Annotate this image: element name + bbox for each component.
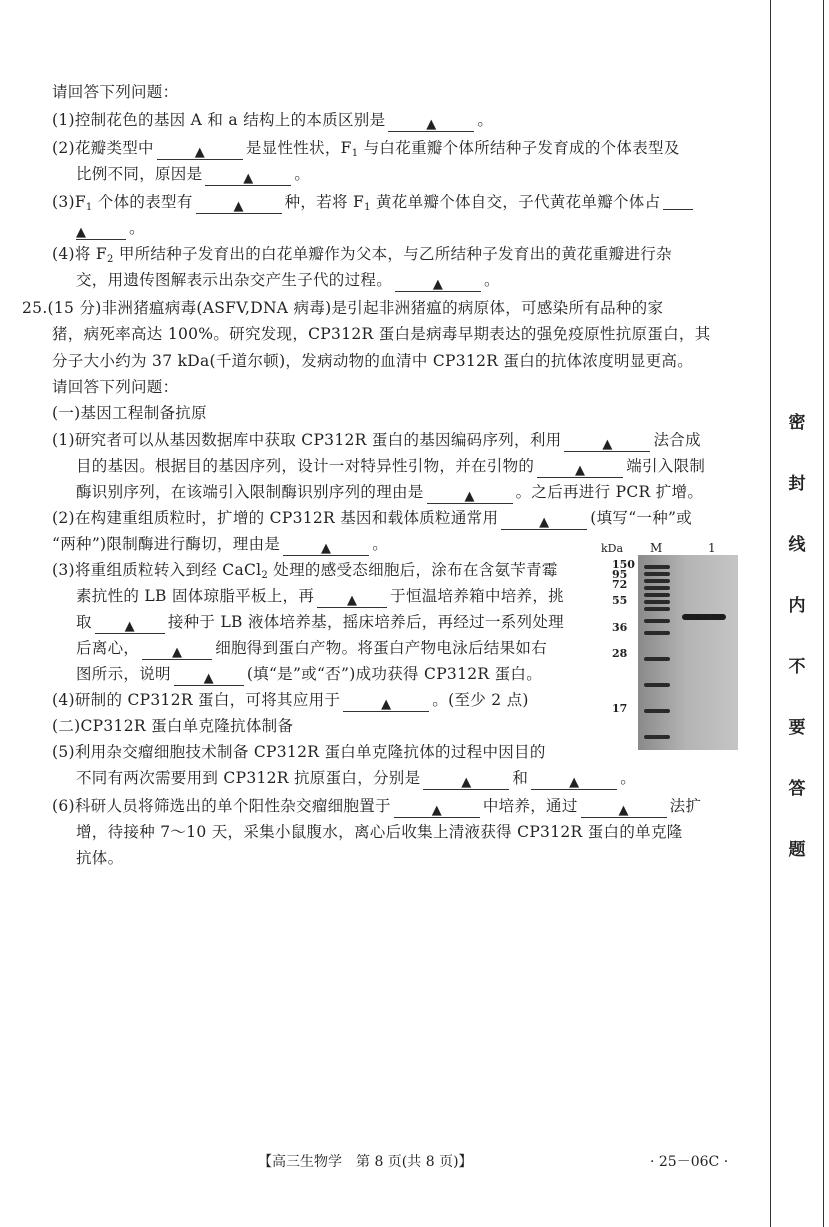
triangle-mark-icon: ▲ xyxy=(381,697,392,712)
marker-label: 17 xyxy=(612,702,628,715)
triangle-mark-icon: ▲ xyxy=(602,437,613,452)
text-line xyxy=(52,191,696,218)
text-run: (填写“一种”或 xyxy=(590,509,693,527)
triangle-mark-icon: ▲ xyxy=(346,593,358,608)
answer-blank[interactable] xyxy=(317,589,387,608)
text-run: 。 xyxy=(129,219,145,237)
ladder-band xyxy=(644,709,670,713)
electrophoresis-gel-figure xyxy=(598,535,740,750)
text-run: 分子大小约为 37 kDa(千道尔顿)，发病动物的血清中 CP312R 蛋白的抗体浓度明显更高。 xyxy=(52,352,694,370)
triangle-mark-icon: ▲ xyxy=(539,515,550,530)
answer-blank[interactable] xyxy=(142,641,212,660)
text-run: 增，待接种 7～10 天，采集小鼠腹水，离心后收集上清液获得 CP312R 蛋白的单克隆 xyxy=(76,823,683,841)
text-run: (3)将重组质粒转入到经 CaCl xyxy=(52,561,262,579)
marker-label: 150 xyxy=(612,558,635,571)
sidebar-char: 题 xyxy=(788,840,806,860)
text-line xyxy=(52,430,701,452)
marker-label: 36 xyxy=(612,621,628,634)
sidebar-char: 不 xyxy=(788,657,806,677)
sidebar-char: 答 xyxy=(788,779,806,799)
triangle-mark-icon: ▲ xyxy=(432,277,444,292)
answer-blank[interactable] xyxy=(76,221,126,240)
text-line xyxy=(52,351,693,371)
text-line xyxy=(76,482,703,504)
text-run: 黄花单瓣个体自交，子代黄花单瓣个体占 xyxy=(370,193,661,211)
text-run: 。 xyxy=(484,271,500,289)
text-line xyxy=(52,560,558,586)
text-run: (2)在构建重组质粒时，扩增的 CP312R 基因和载体质粒通常用 xyxy=(52,509,499,527)
answer-blank[interactable] xyxy=(394,799,480,818)
text-run: (5)利用杂交瘤细胞技术制备 CP312R 蛋白单克隆抗体的过程中因目的 xyxy=(52,743,546,761)
text-run: 于恒温培养箱中培养，挑 xyxy=(390,587,564,605)
sidebar-char: 线 xyxy=(788,535,806,555)
text-run: 细胞得到蛋白产物。将蛋白产物电泳后结果如右 xyxy=(215,639,548,657)
text-run: (4)研制的 CP312R 蛋白，可将其应用于 xyxy=(52,691,341,709)
triangle-mark-icon: ▲ xyxy=(203,671,214,686)
gel-lane-label-m: M xyxy=(650,541,663,555)
ladder-band xyxy=(644,619,670,623)
text-run: 和 xyxy=(512,769,529,787)
text-run: 甲所结种子发育出的白花单瓣作为父本，与乙所结种子发育出的黄花重瓣进行杂 xyxy=(113,245,672,263)
sample-protein-band xyxy=(682,614,726,620)
subscript: 1 xyxy=(364,202,371,213)
ladder-band xyxy=(644,631,670,635)
text-run: 猪，病死率高达 100%。研究发现，CP312R 蛋白是病毒早期表达的强免疫原性抗原蛋白，其 xyxy=(52,325,711,343)
answer-blank[interactable] xyxy=(174,667,244,686)
text-run: (1)控制花色的基因 A 和 a 结构上的本质区别是 xyxy=(52,111,386,129)
text-run: “两种”)限制酶进行酶切，理由是 xyxy=(52,535,281,553)
marker-label: 28 xyxy=(612,647,628,660)
ladder-band xyxy=(644,586,670,590)
text-line xyxy=(76,822,683,842)
footer-code: · 25－06C · xyxy=(650,1154,729,1170)
text-run: 。之后再进行 PCR 扩增。 xyxy=(515,483,704,501)
text-run: (2)花瓣类型中 xyxy=(52,139,154,157)
text-run: 取 xyxy=(76,613,92,631)
sidebar-char: 要 xyxy=(788,718,806,738)
subscript: 2 xyxy=(106,254,114,265)
text-run: 请回答下列问题： xyxy=(52,378,179,396)
text-run: 25.(15 分)非洲猪瘟病毒(ASFV,DNA 病毒)是引起非洲猪瘟的病原体，可感染所有品种的家 xyxy=(22,299,664,317)
text-line xyxy=(52,244,672,270)
answer-blank[interactable] xyxy=(581,799,667,818)
triangle-mark-icon: ▲ xyxy=(575,463,586,478)
subscript: 2 xyxy=(261,570,269,581)
ladder-band xyxy=(644,565,670,569)
marker-label: 72 xyxy=(612,578,628,591)
ladder-band xyxy=(644,579,670,583)
triangle-mark-icon: ▲ xyxy=(618,803,629,818)
answer-blank[interactable] xyxy=(388,113,474,132)
text-run: 与白花重瓣个体所结种子发育成的个体表型及 xyxy=(358,139,680,157)
text-run: 后离心， xyxy=(76,639,140,657)
answer-blank[interactable] xyxy=(427,485,513,504)
text-run: (填“是”或“否”)成功获得 CP312R 蛋白。 xyxy=(246,665,543,683)
answer-blank[interactable] xyxy=(423,771,509,790)
answer-blank[interactable] xyxy=(343,693,429,712)
triangle-mark-icon: ▲ xyxy=(321,541,332,556)
text-run: 处理的感受态细胞后，涂布在含氨苄青霉 xyxy=(268,561,558,579)
text-run: 。 xyxy=(294,165,311,183)
ladder-band xyxy=(644,735,670,739)
text-line xyxy=(76,270,500,292)
text-line xyxy=(52,110,493,132)
text-run: 端引入限制 xyxy=(626,457,706,475)
text-run: (二)CP312R 蛋白单克隆抗体制备 xyxy=(52,717,294,735)
subscript: 1 xyxy=(351,148,359,159)
text-line xyxy=(76,638,547,660)
text-run: (3)F xyxy=(52,193,86,211)
sidebar-char: 密 xyxy=(788,413,806,433)
text-line xyxy=(22,298,663,318)
text-line xyxy=(52,82,178,102)
sidebar-char: 封 xyxy=(788,474,806,494)
text-line xyxy=(52,742,546,762)
answer-blank[interactable] xyxy=(283,537,369,556)
text-line xyxy=(52,403,207,423)
triangle-mark-icon: ▲ xyxy=(461,775,472,790)
text-run: 。(至少 2 点) xyxy=(432,691,529,709)
ladder-band xyxy=(644,572,670,576)
text-line xyxy=(52,796,701,818)
triangle-mark-icon: ▲ xyxy=(194,145,206,160)
triangle-mark-icon: ▲ xyxy=(172,645,183,660)
triangle-mark-icon: ▲ xyxy=(464,489,475,504)
text-line xyxy=(76,164,310,186)
triangle-mark-icon: ▲ xyxy=(124,619,135,634)
text-run: 请回答下列问题： xyxy=(52,83,179,101)
answer-blank[interactable] xyxy=(564,433,650,452)
answer-blank[interactable] xyxy=(531,771,617,790)
answer-blank[interactable] xyxy=(196,195,282,214)
text-line xyxy=(52,690,529,712)
subscript: 1 xyxy=(85,202,93,213)
text-run: 比例不同，原因是 xyxy=(76,165,203,183)
text-run: 酶识别序列，在该端引入限制酶识别序列的理由是 xyxy=(76,483,424,501)
text-line xyxy=(76,768,636,790)
text-run: 。 xyxy=(372,535,389,553)
footer-page-info: 【高三生物学 第 8 页(共 8 页)】 xyxy=(258,1154,473,1170)
triangle-mark-icon: ▲ xyxy=(233,199,244,214)
triangle-mark-icon: ▲ xyxy=(76,225,87,240)
answer-blank[interactable] xyxy=(501,511,587,530)
marker-label: 95 xyxy=(612,568,628,581)
triangle-mark-icon: ▲ xyxy=(426,117,437,132)
text-line xyxy=(52,534,388,556)
text-run: (6)科研人员将筛选出的单个阳性杂交瘤细胞置于 xyxy=(52,797,391,815)
text-line xyxy=(76,664,542,686)
answer-blank[interactable] xyxy=(395,273,481,292)
ladder-band xyxy=(644,657,670,661)
text-line xyxy=(76,848,123,868)
text-run: 交，用遗传图解表示出杂交产生子代的过程。 xyxy=(76,271,393,289)
ladder-band xyxy=(644,593,670,597)
answer-blank[interactable] xyxy=(537,459,623,478)
text-run: 法扩 xyxy=(669,797,702,815)
text-run: 图所示，说明 xyxy=(76,665,171,683)
triangle-mark-icon: ▲ xyxy=(243,171,254,186)
answer-blank[interactable] xyxy=(157,141,243,160)
text-run: 。 xyxy=(620,769,637,787)
triangle-mark-icon: ▲ xyxy=(569,775,580,790)
marker-label: 55 xyxy=(612,594,628,607)
answer-blank[interactable] xyxy=(663,191,693,210)
text-run: 法合成 xyxy=(653,431,701,449)
text-run: (1)研究者可以从基因数据库中获取 CP312R 蛋白的基因编码序列，利用 xyxy=(52,431,562,449)
text-line xyxy=(52,377,178,397)
ladder-band xyxy=(644,600,670,604)
triangle-mark-icon: ▲ xyxy=(431,803,443,818)
gel-lane-label-1: 1 xyxy=(708,541,716,555)
answer-blank[interactable] xyxy=(205,167,291,186)
text-run: 个体的表型有 xyxy=(92,193,193,211)
sidebar-char: 内 xyxy=(788,596,806,616)
text-run: 中培养，通过 xyxy=(482,797,578,815)
text-line xyxy=(52,138,680,164)
text-line xyxy=(76,612,564,634)
text-run: 种，若将 F xyxy=(284,193,365,211)
answer-blank[interactable] xyxy=(95,615,165,634)
gel-unit-label: kDa xyxy=(601,542,624,555)
text-line xyxy=(52,508,692,530)
text-run: (一)基因工程制备抗原 xyxy=(52,404,207,422)
text-run: 素抗性的 LB 固体琼脂平板上，再 xyxy=(76,587,315,605)
text-run: 是显性性状，F xyxy=(245,139,352,157)
text-line xyxy=(76,586,564,608)
ladder-band xyxy=(644,607,670,611)
text-run: 不同有两次需要用到 CP312R 抗原蛋白，分别是 xyxy=(76,769,421,787)
text-run: 目的基因。根据目的基因序列，设计一对特异性引物，并在引物的 xyxy=(76,457,535,475)
text-line xyxy=(76,456,705,478)
text-line xyxy=(52,324,711,344)
text-run: (4)将 F xyxy=(52,245,107,263)
text-run: 接种于 LB 液体培养基，摇床培养后，再经过一系列处理 xyxy=(167,613,564,631)
ladder-band xyxy=(644,683,670,687)
text-line xyxy=(76,218,145,240)
text-run: 抗体。 xyxy=(76,849,124,867)
text-run: 。 xyxy=(477,111,494,129)
text-line xyxy=(52,716,293,736)
